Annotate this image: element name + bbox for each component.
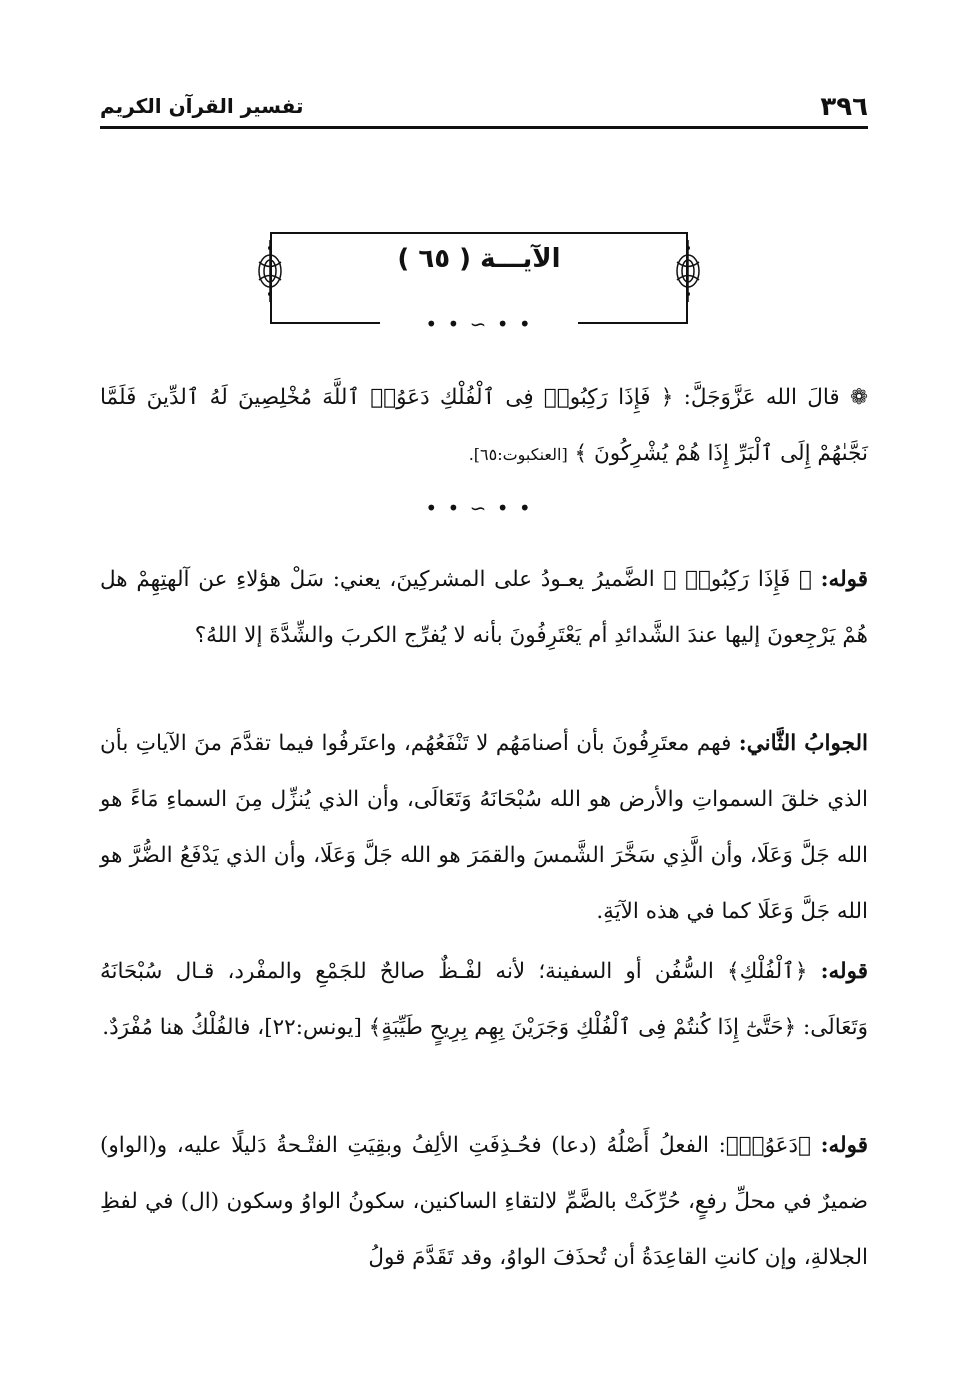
paragraph bbox=[100, 1118, 868, 1286]
frame-rule-left bbox=[270, 322, 380, 324]
paragraph bbox=[100, 552, 868, 664]
paragraph-text: ﴿ فَإِذَا رَكِبُوا۟ ﴾ الضَّميرُ يعـودُ على المشركِينَ، يعني: سَلْ هؤلاءِ عن آلهتِهِمْ هل هُمْ يَرْجِعونَ إليها عندَ الشَّدائدِ أم يَعْتَرِفُونَ بأنه لا يُفرِّج الكربَ والشِّدَّةَ إلا اللهُ؟ bbox=[100, 567, 868, 648]
header-rule bbox=[100, 126, 868, 129]
paragraph bbox=[100, 944, 868, 1056]
paragraph-lead: قوله: bbox=[820, 567, 869, 592]
ayah-heading-title: الآيـــة ( ٦٥ ) bbox=[397, 244, 561, 274]
paragraph-lead: الجوابُ الثَّاني: bbox=[738, 731, 868, 756]
paragraph bbox=[100, 716, 868, 940]
verse-reference: [العنكبوت:٦٥]. bbox=[468, 445, 568, 464]
verse-block bbox=[100, 370, 868, 483]
flower-icon: ❁ bbox=[849, 385, 868, 410]
paragraph-text: ﴿دَعَوُا۟﴾: الفعلُ أَصْلُهُ (دعا) فحُـذِفَتِ الألِفُ وبقِيَتِ الفتْـحةُ دَليلًا عليه، و(الواو) ضميرٌ في محلِّ رفعٍ، حُرِّكَتْ بالضَّمِّ لالتقاءِ الساكنين، سكونُ الواوُ وسكون (ال) في لفظِ الجلالةِ، وإن كانتِ القاعِدَةُ أن تُحذَفَ الواوُ، وقد تَقَدَّمَ قولُ bbox=[100, 1133, 868, 1270]
heading-ornament: • • ∽ • • bbox=[425, 312, 533, 336]
paragraph-text: ﴿ٱلْفُلْكِ﴾ السُّفُن أو السفينة؛ لأنه لفْـظٌ صالحٌ للجَمْعِ والمفْرد، قـال سُبْحَانَهُ وَتَعَالَى: ﴿حَتَّىٰٓ إِذَا كُنتُمْ فِى ٱلْفُلْكِ وَجَرَيْنَ بِهِم بِرِيحٍ طَيِّبَةٍ﴾ [يونس:٢٢]، فالفُلْكُ هنا مُفْرَدٌ. bbox=[100, 959, 868, 1040]
paragraph-text: فهم معتَرِفُونَ بأن أصنامَهُم لا تَنْفَعُهُم، واعتَرفُوا فيما تقدَّمَ منَ الآياتِ بأن الذي خلقَ السمواتِ والأرض هو الله سُبْحَانَهُ وَتَعَالَى، وأن الذي يُنزِّل مِنَ السماءِ مَاءً هو الله جَلَّ وَعَلَا، وأن الَّذِي سَخَّرَ الشَّمسَ والقمَرَ هو الله جَلَّ وَعَلَا، وأن الذي يَدْفَعُ الضُّرَّ هو الله جَلَّ وَعَلَا كما في هذه الآيَةِ. bbox=[100, 731, 868, 924]
paragraph-lead: قوله: bbox=[820, 1133, 868, 1158]
verse-text: ﴿ فَإِذَا رَكِبُوا۟ فِى ٱلْفُلْكِ دَعَوُا۟ ٱللَّهَ مُخْلِصِينَ لَهُ ٱلدِّينَ فَلَمَّا نَجَّىٰهُمْ إِلَى ٱلْبَرِّ إِذَا هُمْ يُشْرِكُونَ ﴾ bbox=[100, 385, 868, 466]
page-header bbox=[100, 86, 868, 126]
section-divider: • • ∽ • • bbox=[425, 496, 533, 520]
running-title: تفسير القرآن الكريم bbox=[100, 94, 304, 118]
paragraph-lead: قوله: bbox=[820, 959, 868, 984]
verse-intro: قالَ الله عَزَّوَجَلَّ: bbox=[683, 385, 840, 410]
page-number: ٣٩٦ bbox=[820, 92, 868, 122]
frame-rule-right bbox=[578, 322, 688, 324]
